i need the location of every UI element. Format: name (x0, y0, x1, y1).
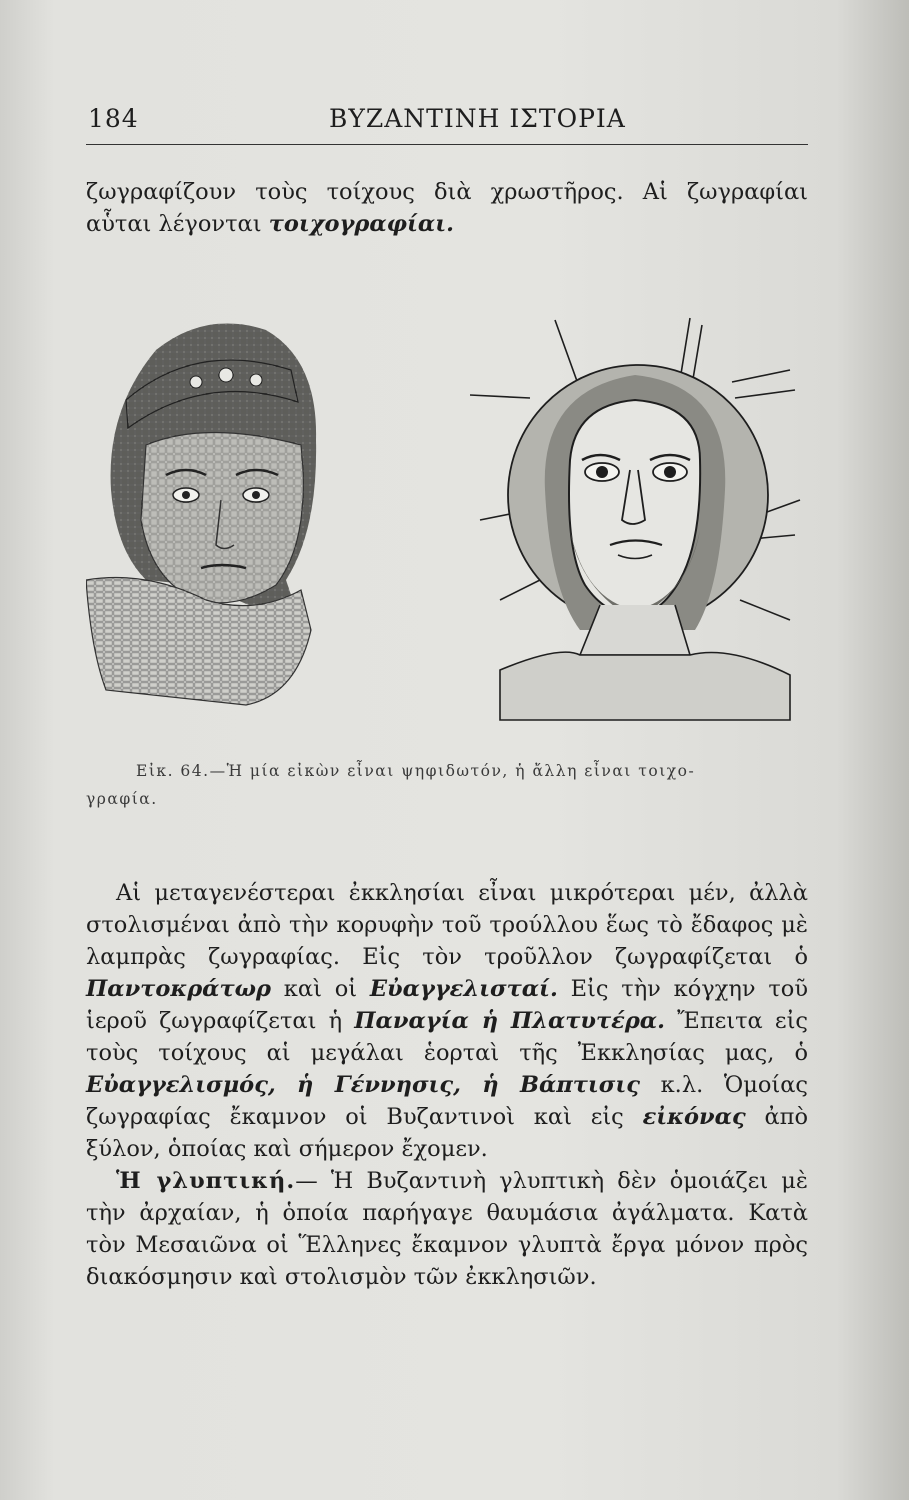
sculpture-paragraph (86, 1165, 808, 1293)
main-text-6: ἀπὸ ξύλον, ὁποίας καὶ σήμερον ἔχομεν. (86, 1104, 808, 1162)
main-text-5: κ.λ. Ὁμοίας ζωγραφίας ἔκαμνον οἱ Βυζαντινοὶ καὶ εἰς (86, 1072, 808, 1130)
main-text-1: Αἱ μεταγενέστεραι ἐκκλησίαι εἶναι μικρότεραι μέν, ἀλλὰ στολισμέναι ἀπὸ τὴν κορυφὴν τοῦ τρούλλου ἕως τὸ ἔδαφος μὲ λαμπρὰς ζωγραφίας. Εἰς τὸν τροῦλλον ζωγραφίζεται ὁ (86, 880, 808, 970)
term-pantokrator: Παντοκράτωρ (86, 976, 271, 1002)
section-lead-sculpture: Ἡ γλυπτική. (116, 1168, 296, 1194)
intro-paragraph (86, 176, 808, 240)
term-feasts: Εὐαγγελισμός, ἡ Γέννησις, ἡ Βάπτισις (86, 1072, 640, 1098)
mosaic-portrait-illustration (86, 310, 331, 710)
sculpture-text: — Ἡ Βυζαντινὴ γλυπτικὴ δὲν ὁμοιάζει μὲ τὴν ἀρχαίαν, ἡ ὁποία παρήγαγε θαυμάσια ἀγάλματα. Κατὰ τὸν Μεσαιῶνα οἱ Ἕλληνες ἔκαμνον γλυπτὰ ἔργα μόνον πρὸς διακόσμησιν καὶ στολισμὸν τῶν ἐκκλησιῶν. (86, 1168, 808, 1290)
main-text-4: Ἔπειτα εἰς τοὺς τοίχους αἱ μεγάλαι ἑορταὶ τῆς Ἐκκλησίας μας, ὁ (86, 1008, 809, 1066)
fresco-portrait-illustration (470, 300, 810, 725)
term-evangelists: Εὐαγγελισταί. (369, 976, 558, 1002)
page-number: 184 (88, 104, 139, 133)
term-platytera: Παναγία ἡ Πλατυτέρα. (354, 1008, 665, 1034)
running-title: ΒΥΖΑΝΤΙΝΗ ΙΣΤΟΡΙΑ (329, 104, 626, 133)
intro-term: τοιχογραφίαι. (268, 211, 454, 237)
caption-line-2: γραφία. (86, 790, 158, 808)
main-text-3: Εἰς τὴν κόγχην τοῦ ἱεροῦ ζωγραφίζεται ἡ (86, 976, 808, 1034)
figure-caption (86, 757, 808, 813)
main-text-2: καὶ οἱ (271, 976, 370, 1002)
page-header (86, 104, 808, 144)
main-paragraph (86, 877, 808, 1165)
header-rule (86, 144, 808, 145)
caption-line-1: Εἰκ. 64.—Ἡ μία εἰκὼν εἶναι ψηφιδωτόν, ἡ ἄλλη εἶναι τοιχο- (136, 762, 696, 780)
term-icons: εἰκόνας (642, 1104, 746, 1130)
intro-text: ζωγραφίζουν τοὺς τοίχους διὰ χρωστῆρος. Αἱ ζωγραφίαι αὗται λέγονται (86, 179, 808, 237)
